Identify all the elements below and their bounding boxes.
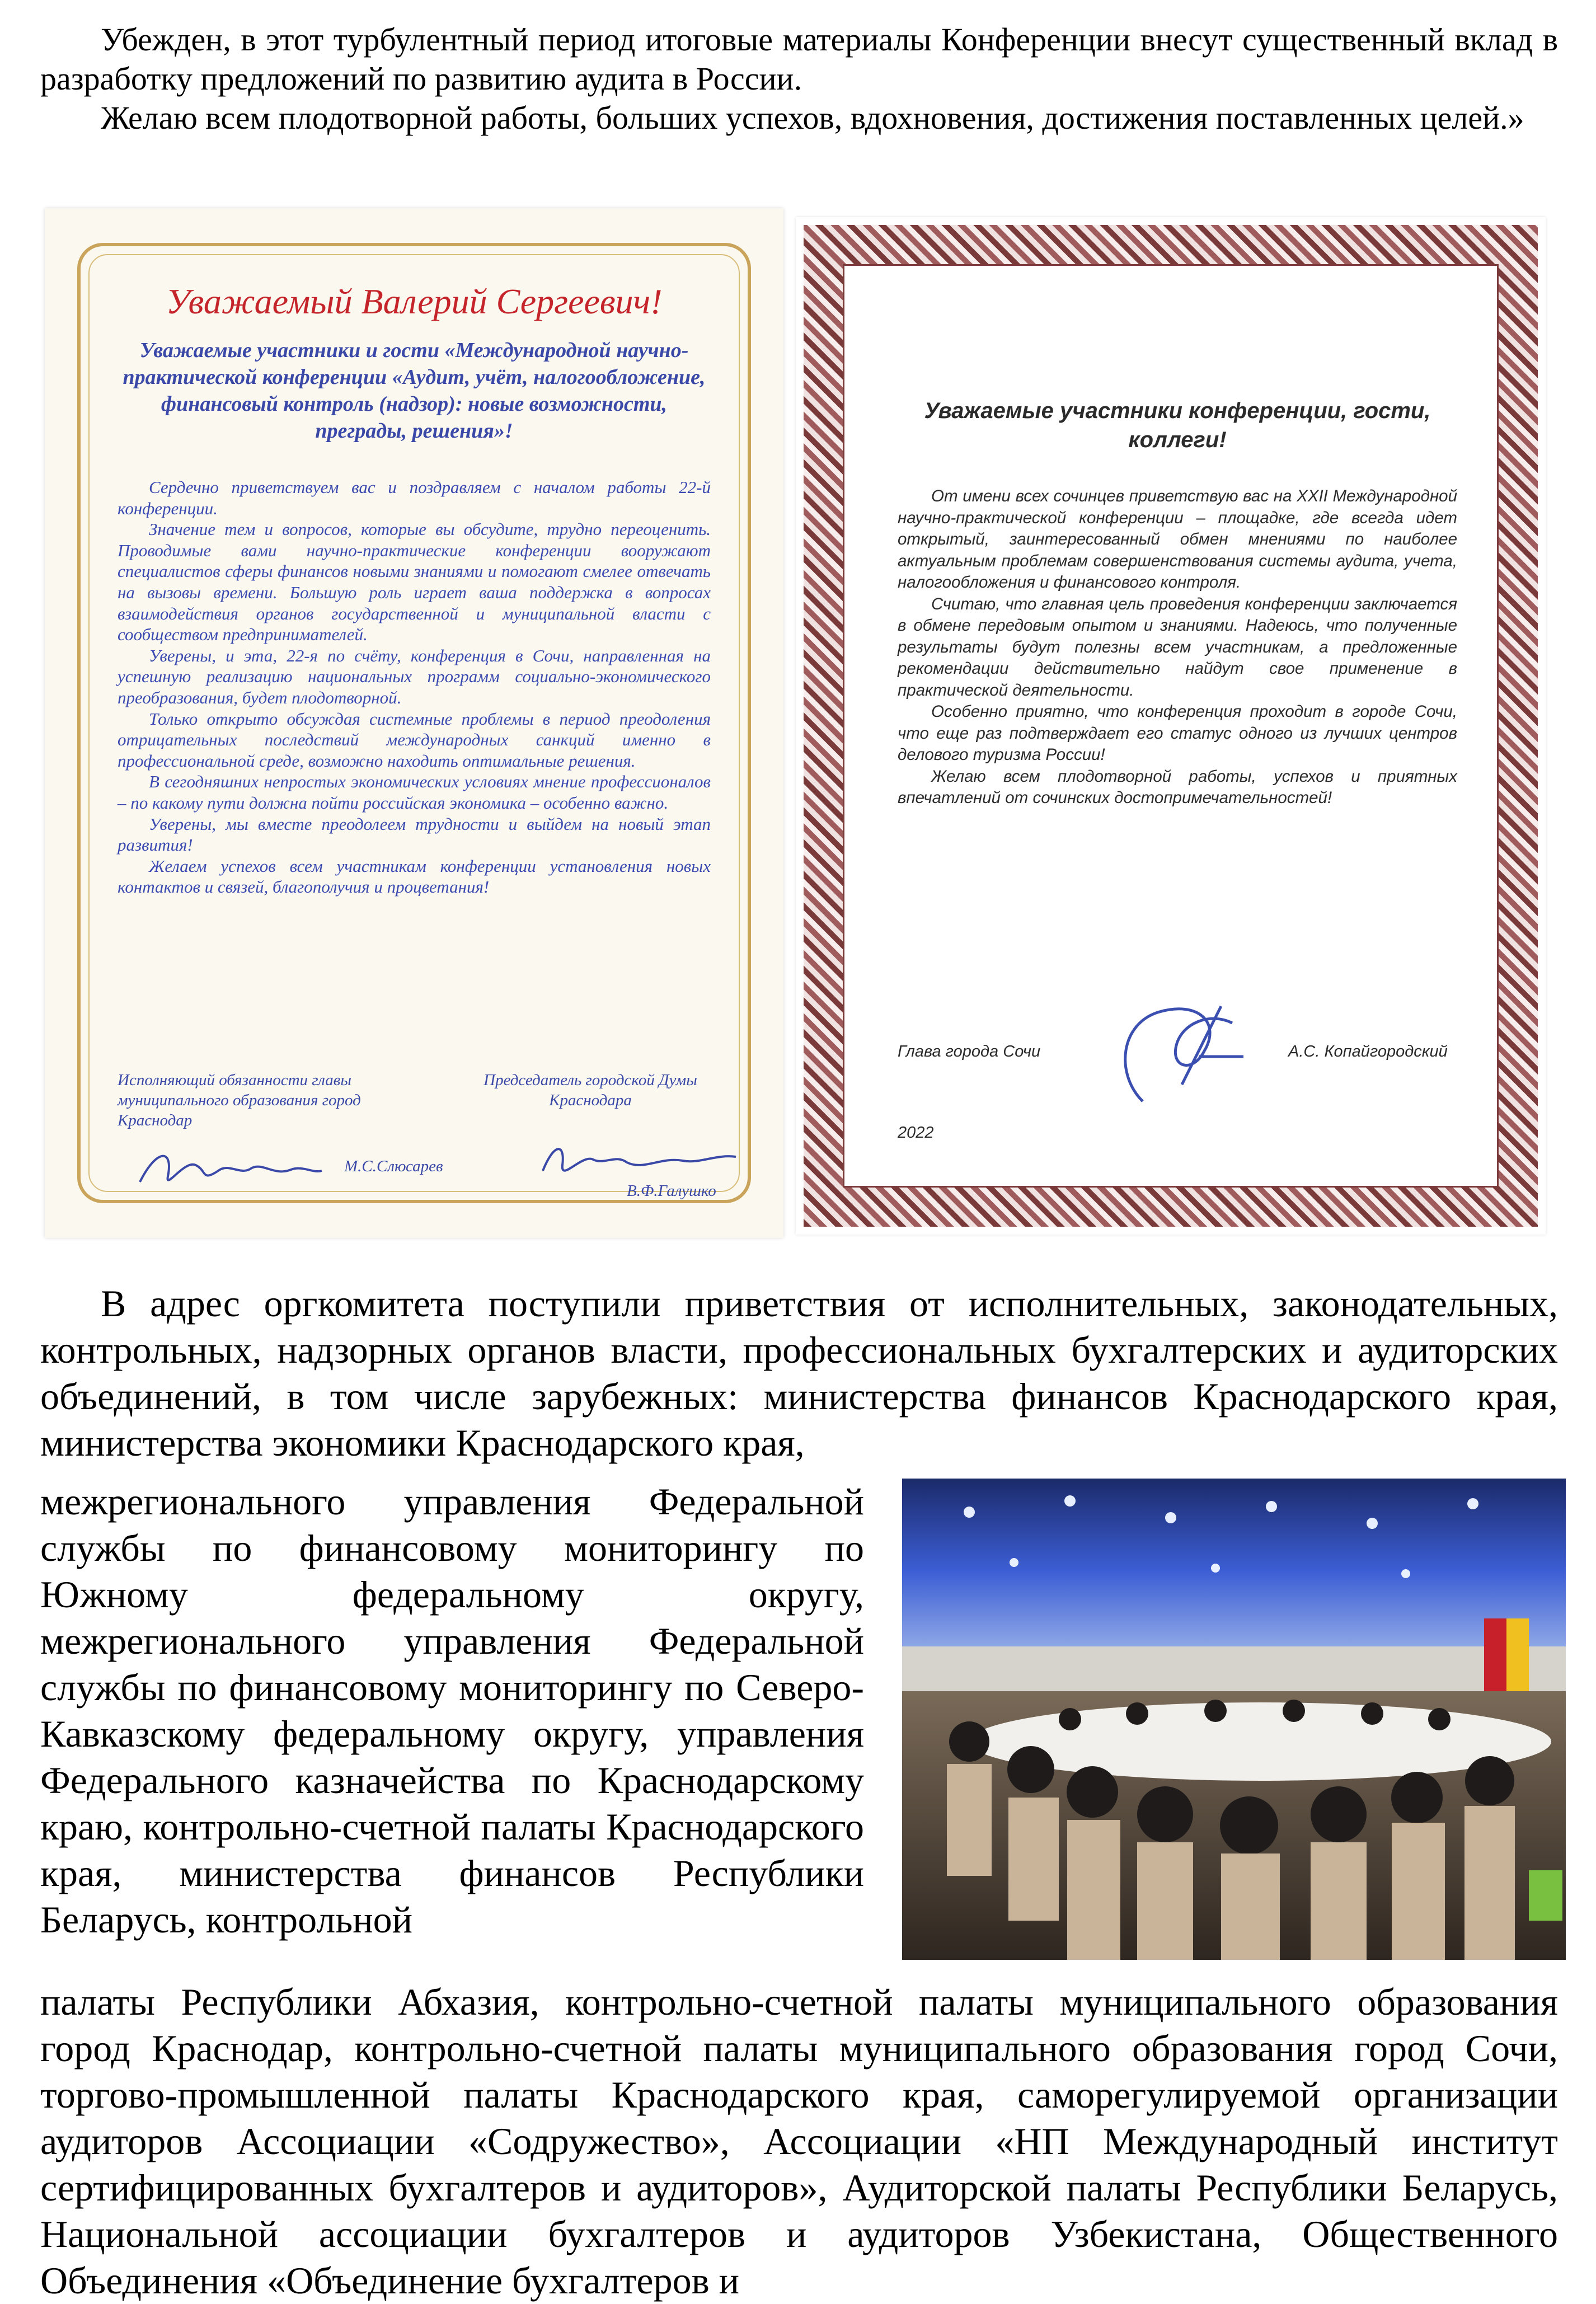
letter-greeting: Уважаемый Валерий Сергеевич!	[166, 281, 663, 321]
signature-right-icon	[537, 1137, 739, 1188]
signer-right-name: В.Ф.Галушко	[627, 1182, 716, 1200]
signer-title: Глава города Сочи	[898, 1043, 1041, 1061]
letter-body	[118, 477, 711, 898]
letter-paragraph: Сердечно приветствуем вас и поздравляем с началом работы 22-й конференции.	[118, 477, 711, 518]
signature-icon	[1109, 989, 1255, 1113]
letter-paragraph: Особенно приятно, что конференция проходит в городе Сочи, что еще раз подтверждает его статус одного из лучших центров делового туризма России!	[898, 702, 1457, 764]
main-paragraph-wrapped: межрегионального управления Федеральной службы по финансовому мониторингу по Южному федеральному округу, межрегионального управления Федеральной службы по финансовому мониторингу по Северо-Кавказскому федеральному округу, управления Федерального казначейства по Краснодарскому краю, контрольно-счетной палаты Краснодарского края, министерства финансов Республики Беларусь, контрольной	[40, 1480, 864, 1941]
signer-name: А.С. Копайгородский	[1288, 1043, 1448, 1061]
greeting-letter-sochi	[796, 217, 1546, 1235]
letter-paragraph: Желаем успехов всем участникам конференции установления новых контактов и связей, благополучия и процветания!	[118, 856, 711, 897]
letter-body	[898, 486, 1457, 809]
letter-year: 2022	[898, 1124, 934, 1142]
signature-left-icon	[134, 1137, 325, 1199]
letter-paragraph: Считаю, что главная цель проведения конференции заключается в обмене передовым опытом и знаниями. Надеюсь, что полученные результаты будут полезны всем участникам, а предложенные рекомендации действительно найдут свое применение в практической деятельности.	[898, 594, 1457, 700]
letter-paragraph: Значение тем и вопросов, которые вы обсудите, трудно переоценить. Проводимые вами научно-практические конференции вооружают специалистов сферы финансов новыми знаниями и помогают смелее отвечать на вызовы времени. Большую роль играет ваша поддержка в вопросах взаимодействия органов государственной и муниципальной власти с сообществом предпринимателей.	[118, 519, 711, 645]
letter-paragraph: В сегодняшних непростых экономических условиях мнение профессионалов – по какому пути должна пойти российская экономика – особенно важно.	[118, 772, 711, 813]
letter-paragraph: Уверены, мы вместе преодолеем трудности и выйдем на новый этап развития!	[118, 814, 711, 855]
main-paragraph-start: В адрес оргкомитета поступили приветствия от исполнительных, законодательных, контрольных, надзорных органов власти, профессиональных бухгалтерских и аудиторских объединений, в том числе зарубежных: министерства финансов Краснодарского края, министерства экономики Краснодарского края,	[40, 1282, 1558, 1464]
signer-left-title: Исполняющий обязанности главы муниципального образования город Краснодар	[118, 1071, 361, 1129]
intro-paragraph-2: Желаю всем плодотворной работы, больших успехов, вдохновения, достижения поставленных целей.»	[101, 100, 1524, 136]
signer-right-title: Председатель городской Думы Краснодара	[484, 1071, 697, 1109]
letter-paragraph: От имени всех сочинцев приветствую вас на XXII Международной научно-практической конференции – площадке, где всегда идет открытый, заинтересованный обмен мнениями по наиболее актуальным проблемам совершенствования системы аудита, учета, налогообложения и финансового контроля.	[898, 487, 1457, 592]
letter-paragraph: Только открыто обсуждая системные проблемы в период преодоления отрицательных последствий международных санкций именно в профессиональной среде, возможно находить оптимальные решения.	[118, 708, 711, 771]
main-paragraph-end: палаты Республики Абхазия, контрольно-счетной палаты муниципального образования город Краснодар, контрольно-счетной палаты муниципального образования город Сочи, торгово-промышленной палаты Краснодарского края, саморегулируемой организации аудиторов Ассоциации «Содружество», Ассоциации «НП Международный институт сертифицированных бухгалтеров и аудиторов», Аудиторской палаты Республики Беларусь, Национальной ассоциации бухгалтеров и аудиторов Узбекистана, Общественного Объединения «Объединение бухгалтеров и	[40, 1981, 1558, 2302]
conference-hall-photo	[902, 1479, 1566, 1960]
letter-intro: Уважаемые участники и гости «Международной научно-практической конференции «Аудит, учёт, налогообложение, финансовый контроль (надзор): новые возможности, преграды, решения»!	[123, 339, 706, 443]
greeting-letter-krasnodar	[45, 208, 783, 1238]
intro-paragraph-1: Убежден, в этот турбулентный период итоговые материалы Конференции внесут существенный вклад в разработку предложений по развитию аудита в России.	[40, 21, 1558, 97]
letter-paragraph: Желаю всем плодотворной работы, успехов и приятных впечатлений от сочинских достопримечательностей!	[898, 767, 1457, 807]
letter-paragraph: Уверены, и эта, 22-я по счёту, конференция в Сочи, направленная на успешную реализацию национальных программ социально-экономического преобразования, будет плодотворной.	[118, 645, 711, 707]
signer-left-name: М.С.Слюсарев	[344, 1157, 443, 1175]
letter-greeting: Уважаемые участники конференции, гости, коллеги!	[924, 398, 1431, 452]
